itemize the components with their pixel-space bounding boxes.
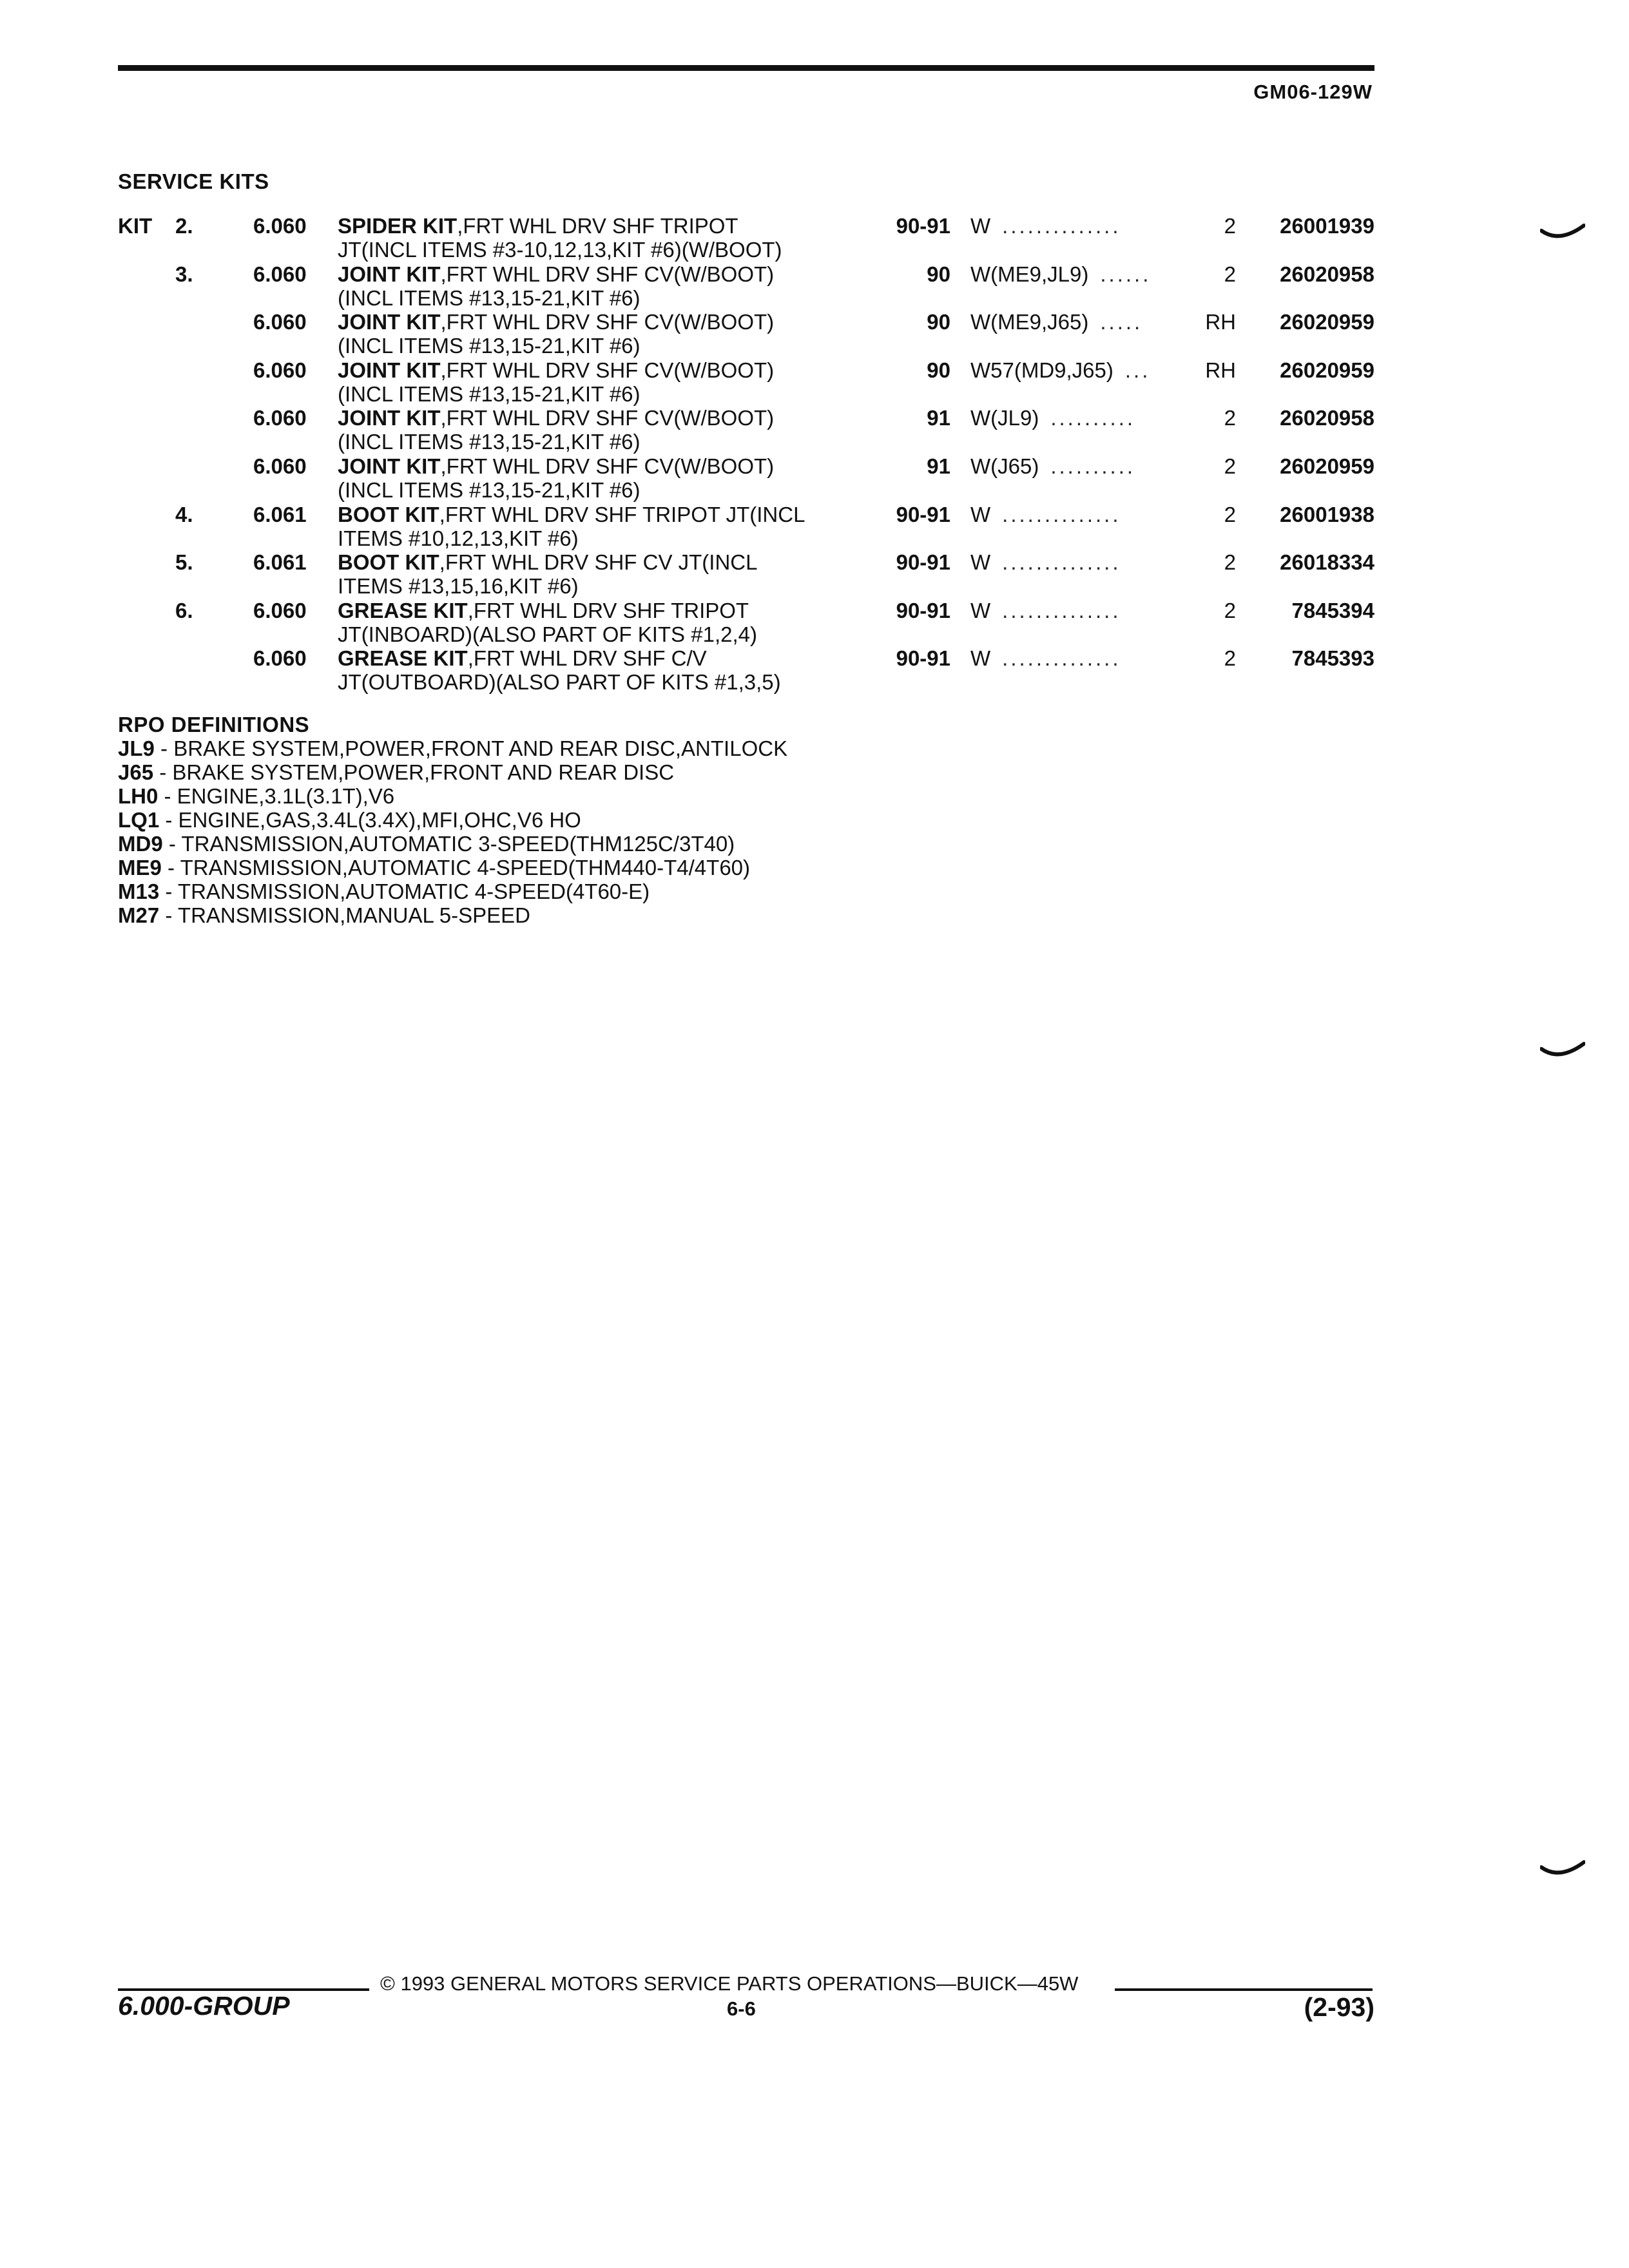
group-number: 6.060 bbox=[253, 214, 307, 238]
binder-tick-mark bbox=[1540, 219, 1585, 245]
kit-label: KIT bbox=[118, 214, 153, 238]
quantity: RH bbox=[1205, 358, 1236, 382]
kit-row bbox=[0, 406, 1629, 455]
description-line-2: (INCL ITEMS #13,15-21,KIT #6) bbox=[338, 430, 641, 454]
part-number: 26020959 bbox=[1280, 454, 1374, 478]
description-line-1: ,FRT WHL DRV SHF CV(W/BOOT) bbox=[440, 310, 775, 334]
group-number: 6.060 bbox=[253, 262, 307, 286]
kit-description bbox=[338, 406, 892, 454]
quantity: 2 bbox=[1224, 454, 1236, 478]
rpo-definition bbox=[118, 856, 787, 879]
dot-leader: .............. bbox=[1002, 550, 1121, 575]
rpo-definition bbox=[118, 879, 787, 903]
model-year: 90-91 bbox=[896, 550, 950, 575]
part-number: 26001939 bbox=[1280, 214, 1374, 238]
rpo-definition bbox=[118, 760, 787, 784]
group-number: 6.060 bbox=[253, 646, 307, 671]
model-year: 90-91 bbox=[896, 598, 950, 622]
item-number: 5. bbox=[175, 550, 193, 575]
footer-group-label: 6.000-GROUP bbox=[118, 1991, 290, 2021]
model-code: W bbox=[970, 502, 991, 526]
rpo-definition bbox=[118, 736, 787, 760]
dot-leader: .......... bbox=[1050, 406, 1136, 430]
kit-name: JOINT KIT bbox=[338, 406, 441, 430]
rpo-text: - TRANSMISSION,AUTOMATIC 4-SPEED(4T60-E) bbox=[159, 879, 650, 903]
footer-rule-right bbox=[1115, 1988, 1373, 1991]
model-year: 91 bbox=[927, 454, 950, 478]
rpo-code: ME9 bbox=[118, 856, 162, 879]
rpo-definitions-list bbox=[118, 736, 787, 927]
part-number: 26020959 bbox=[1280, 358, 1374, 382]
quantity: 2 bbox=[1224, 502, 1236, 526]
binder-tick-mark bbox=[1540, 1037, 1585, 1063]
kit-description bbox=[338, 310, 892, 358]
description-line-2: (INCL ITEMS #13,15-21,KIT #6) bbox=[338, 285, 641, 310]
description-line-2: ITEMS #13,15,16,KIT #6) bbox=[338, 574, 579, 599]
description-line-2: (INCL ITEMS #13,15-21,KIT #6) bbox=[338, 334, 641, 358]
kit-row bbox=[0, 262, 1629, 311]
kit-row bbox=[0, 214, 1629, 263]
model-code: W(J65) bbox=[970, 454, 1039, 478]
dot-leader: .............. bbox=[1002, 598, 1121, 622]
kit-name: JOINT KIT bbox=[338, 310, 441, 334]
rpo-code: J65 bbox=[118, 760, 154, 784]
group-number: 6.061 bbox=[253, 502, 307, 526]
kit-row bbox=[0, 646, 1629, 695]
binder-tick-mark bbox=[1540, 1856, 1585, 1881]
kit-name: JOINT KIT bbox=[338, 358, 441, 382]
rpo-text: - ENGINE,3.1L(3.1T),V6 bbox=[158, 784, 395, 808]
model-code: W bbox=[970, 598, 991, 622]
kit-description bbox=[338, 454, 892, 502]
footer-page-number: 6-6 bbox=[727, 1997, 756, 2020]
group-number: 6.060 bbox=[253, 454, 307, 478]
part-number: 26018334 bbox=[1280, 550, 1374, 575]
dot-leader: ..... bbox=[1100, 310, 1143, 334]
kit-row bbox=[0, 599, 1629, 648]
rpo-text: - ENGINE,GAS,3.4L(3.4X),MFI,OHC,V6 HO bbox=[159, 808, 581, 832]
rpo-text: - TRANSMISSION,MANUAL 5-SPEED bbox=[159, 903, 530, 927]
group-number: 6.061 bbox=[253, 550, 307, 575]
footer-copyright: © 1993 GENERAL MOTORS SERVICE PARTS OPERATIONS—BUICK—45W bbox=[380, 1972, 1079, 1995]
rpo-definition bbox=[118, 784, 787, 808]
part-number: 26020958 bbox=[1280, 406, 1374, 430]
quantity: 2 bbox=[1224, 598, 1236, 622]
description-line-2: ITEMS #10,12,13,KIT #6) bbox=[338, 526, 579, 550]
dot-leader: ... bbox=[1124, 358, 1151, 382]
dot-leader: .............. bbox=[1002, 646, 1121, 671]
kit-name: SPIDER KIT bbox=[338, 214, 458, 238]
model-code: W bbox=[970, 646, 991, 671]
dot-leader: .............. bbox=[1002, 502, 1121, 526]
description-line-2: JT(INCL ITEMS #3-10,12,13,KIT #6)(W/BOOT) bbox=[338, 238, 782, 262]
part-number: 7845393 bbox=[1291, 646, 1374, 671]
model-year: 90-91 bbox=[896, 214, 950, 238]
rpo-text: - BRAKE SYSTEM,POWER,FRONT AND REAR DISC bbox=[153, 760, 675, 784]
rpo-code: LQ1 bbox=[118, 808, 160, 832]
rpo-code: JL9 bbox=[118, 736, 155, 760]
model-code: W bbox=[970, 214, 991, 238]
model-code: W bbox=[970, 550, 991, 575]
group-number: 6.060 bbox=[253, 406, 307, 430]
quantity: 2 bbox=[1224, 646, 1236, 671]
group-number: 6.060 bbox=[253, 310, 307, 334]
model-year: 90 bbox=[927, 310, 950, 334]
description-line-1: ,FRT WHL DRV SHF TRIPOT bbox=[467, 598, 749, 622]
kit-name: BOOT KIT bbox=[338, 550, 439, 575]
item-number: 3. bbox=[175, 262, 193, 286]
model-code: W(JL9) bbox=[970, 406, 1039, 430]
top-rule bbox=[118, 65, 1374, 71]
rpo-text: - BRAKE SYSTEM,POWER,FRONT AND REAR DISC,ANTILOCK bbox=[154, 736, 788, 760]
kit-name: GREASE KIT bbox=[338, 598, 468, 622]
description-line-1: ,FRT WHL DRV SHF CV(W/BOOT) bbox=[440, 262, 775, 286]
description-line-2: (INCL ITEMS #13,15-21,KIT #6) bbox=[338, 381, 641, 406]
rpo-code: M27 bbox=[118, 903, 160, 927]
group-number: 6.060 bbox=[253, 598, 307, 622]
rpo-text: - TRANSMISSION,AUTOMATIC 3-SPEED(THM125C/3T40) bbox=[162, 832, 735, 856]
rpo-definition bbox=[118, 808, 787, 832]
kit-row bbox=[0, 503, 1629, 552]
kit-name: GREASE KIT bbox=[338, 646, 468, 671]
rpo-definitions-title: RPO DEFINITIONS bbox=[118, 713, 310, 736]
rpo-definition bbox=[118, 832, 787, 856]
kit-description bbox=[338, 503, 892, 550]
kit-name: JOINT KIT bbox=[338, 454, 441, 478]
model-year: 90-91 bbox=[896, 502, 950, 526]
kit-row bbox=[0, 310, 1629, 359]
kit-name: JOINT KIT bbox=[338, 262, 441, 286]
quantity: 2 bbox=[1224, 214, 1236, 238]
kit-description bbox=[338, 646, 892, 694]
item-number: 6. bbox=[175, 598, 193, 622]
document-id: GM06-129W bbox=[1253, 81, 1373, 103]
part-number: 26020958 bbox=[1280, 262, 1374, 286]
rpo-code: M13 bbox=[118, 879, 160, 903]
model-code: W(ME9,JL9) bbox=[970, 262, 1089, 286]
description-line-1: ,FRT WHL DRV SHF CV(W/BOOT) bbox=[440, 358, 775, 382]
kit-description bbox=[338, 599, 892, 646]
group-number: 6.060 bbox=[253, 358, 307, 382]
service-kits-title: SERVICE KITS bbox=[118, 169, 269, 193]
model-code: W(ME9,J65) bbox=[970, 310, 1089, 334]
quantity: 2 bbox=[1224, 406, 1236, 430]
model-year: 90 bbox=[927, 358, 950, 382]
dot-leader: .......... bbox=[1050, 454, 1136, 478]
footer-date: (2-93) bbox=[1304, 1992, 1374, 2022]
model-year: 90 bbox=[927, 262, 950, 286]
part-number: 26001938 bbox=[1280, 502, 1374, 526]
model-year: 91 bbox=[927, 406, 950, 430]
description-line-2: JT(OUTBOARD)(ALSO PART OF KITS #1,3,5) bbox=[338, 670, 781, 695]
rpo-code: LH0 bbox=[118, 784, 159, 808]
kit-description bbox=[338, 262, 892, 310]
item-number: 4. bbox=[175, 502, 193, 526]
kit-description bbox=[338, 214, 892, 262]
model-year: 90-91 bbox=[896, 646, 950, 671]
description-line-1: ,FRT WHL DRV SHF TRIPOT bbox=[457, 214, 738, 238]
description-line-1: ,FRT WHL DRV SHF CV(W/BOOT) bbox=[440, 454, 775, 478]
rpo-text: - TRANSMISSION,AUTOMATIC 4-SPEED(THM440-T4/4T60) bbox=[161, 856, 751, 879]
kit-description bbox=[338, 358, 892, 406]
rpo-definition bbox=[118, 903, 787, 927]
kit-description bbox=[338, 550, 892, 598]
quantity: 2 bbox=[1224, 262, 1236, 286]
dot-leader: .............. bbox=[1002, 214, 1121, 238]
description-line-1: ,FRT WHL DRV SHF CV(W/BOOT) bbox=[440, 406, 775, 430]
kit-row bbox=[0, 454, 1629, 503]
item-number: 2. bbox=[175, 214, 193, 238]
description-line-1: ,FRT WHL DRV SHF CV JT(INCL bbox=[439, 550, 758, 575]
description-line-1: ,FRT WHL DRV SHF C/V bbox=[467, 646, 707, 671]
kit-row bbox=[0, 358, 1629, 407]
description-line-2: (INCL ITEMS #13,15-21,KIT #6) bbox=[338, 478, 641, 502]
description-line-2: JT(INBOARD)(ALSO PART OF KITS #1,2,4) bbox=[338, 622, 757, 646]
part-number: 7845394 bbox=[1291, 598, 1374, 622]
rpo-code: MD9 bbox=[118, 832, 163, 856]
model-code: W57(MD9,J65) bbox=[970, 358, 1113, 382]
quantity: RH bbox=[1205, 310, 1236, 334]
kit-row bbox=[0, 550, 1629, 599]
quantity: 2 bbox=[1224, 550, 1236, 575]
description-line-1: ,FRT WHL DRV SHF TRIPOT JT(INCL bbox=[439, 502, 805, 526]
kit-name: BOOT KIT bbox=[338, 502, 439, 526]
part-number: 26020959 bbox=[1280, 310, 1374, 334]
dot-leader: ...... bbox=[1100, 262, 1152, 286]
